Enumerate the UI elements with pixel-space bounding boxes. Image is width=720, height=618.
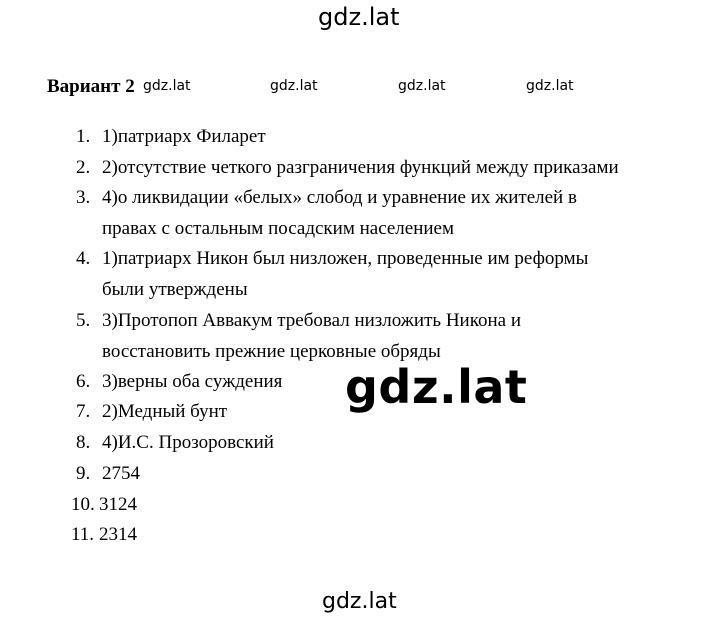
answer-line: 2754 (102, 463, 140, 484)
answer-number: 1. (76, 126, 91, 147)
watermark-bottom: gdz.lat (322, 589, 397, 614)
watermark-small: gdz.lat (270, 78, 318, 94)
answer-text (102, 248, 588, 310)
answer-line: 3124 (99, 494, 137, 515)
answer-number: 7. (76, 401, 91, 422)
watermark-small: gdz.lat (398, 78, 446, 94)
answer-line: 3)верны оба суждения (102, 371, 283, 392)
answer-number: 11. (71, 524, 95, 545)
answer-text (102, 157, 619, 188)
answer-line: восстановить прежние церковные обряды (102, 341, 441, 362)
answer-number: 5. (76, 310, 91, 331)
answer-line: были утверждены (102, 279, 248, 300)
answer-text (102, 401, 227, 432)
answer-line: 1)патриарх Никон был низложен, проведенные им реформы (102, 248, 589, 269)
answer-number: 8. (76, 432, 91, 453)
answer-text (102, 187, 577, 249)
answer-line: 3)Протопоп Аввакум требовал низложить Никона и (102, 310, 521, 331)
answer-number: 6. (76, 371, 91, 392)
variant-title: Вариант 2 (47, 76, 135, 97)
answer-line: 4)И.С. Прозоровский (102, 432, 274, 453)
watermark-small: gdz.lat (143, 78, 191, 94)
answer-text (99, 494, 137, 525)
answer-number: 9. (76, 463, 91, 484)
answer-line: 4)о ликвидации «белых» слобод и уравнение их жителей в (102, 187, 577, 208)
answer-text (102, 371, 282, 402)
answer-line: правах с остальным посадским населением (102, 218, 455, 239)
answer-text (102, 126, 266, 157)
answer-number: 3. (76, 187, 91, 208)
answer-number: 10. (71, 494, 95, 515)
answer-line: 2)Медный бунт (102, 401, 228, 422)
answer-text (102, 463, 140, 494)
watermark-small: gdz.lat (526, 78, 574, 94)
answer-number: 2. (76, 157, 91, 178)
watermark-top: gdz.lat (318, 3, 400, 31)
answer-line: 2314 (99, 524, 137, 545)
answer-text (99, 524, 137, 555)
answer-line: 2)отсутствие четкого разграничения функций между приказами (102, 157, 619, 178)
answer-text (102, 432, 274, 463)
answer-line: 1)патриарх Филарет (102, 126, 266, 147)
answer-number: 4. (76, 248, 91, 269)
watermark-center: gdz.lat (345, 360, 528, 414)
